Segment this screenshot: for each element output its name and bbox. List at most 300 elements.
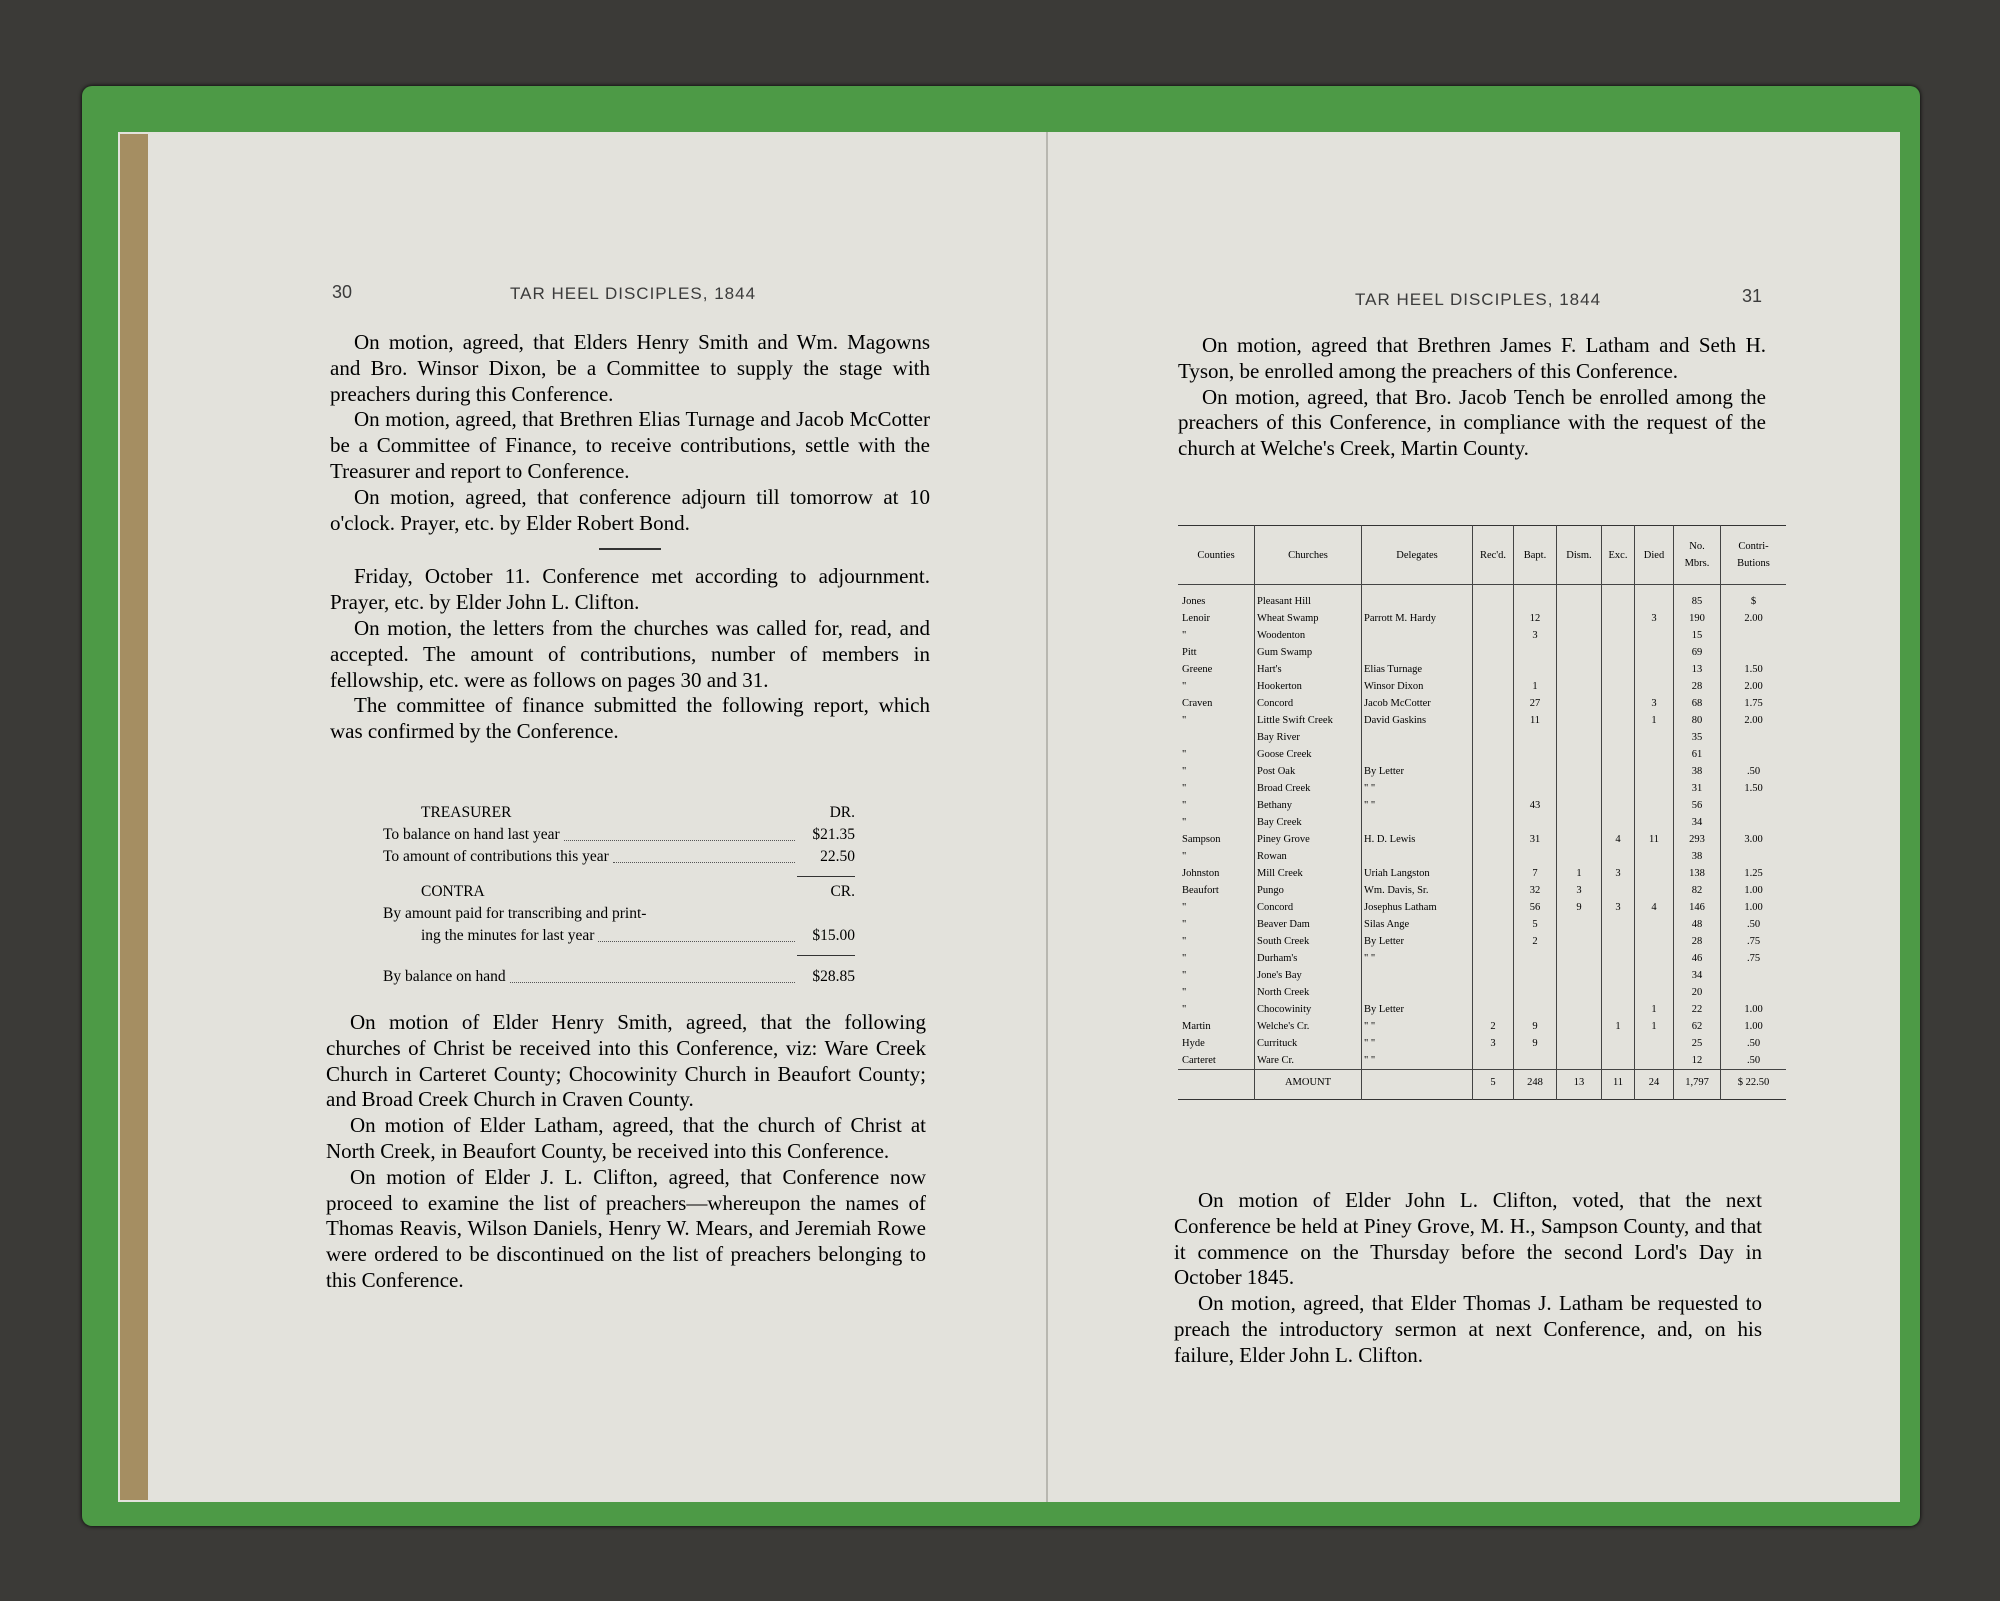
table-cell [1557,1052,1602,1070]
table-cell: David Gaskins [1362,712,1473,729]
table-cell: 82 [1674,882,1721,899]
table-cell [1514,814,1557,831]
table-cell: $ [1721,585,1787,611]
account-line-label: ing the minutes for last year [421,927,595,944]
table-cell: Woodenton [1255,627,1362,644]
table-cell [1514,729,1557,746]
table-cell: 190 [1674,610,1721,627]
table-cell: 9 [1557,899,1602,916]
table-cell: 56 [1514,899,1557,916]
table-cell: " [1182,936,1187,947]
contra-heading: CONTRA [421,883,485,900]
paragraph: On motion, agreed, that Brethren Elias Turnage and Jacob McCotter be a Committee of Finance, to receive contributions, settle with the Treasurer and report to Conference. [330,407,930,483]
table-cell [1473,967,1514,984]
table-cell [1721,729,1787,746]
table-cell [1602,1001,1635,1018]
paragraph: On motion of Elder J. L. Clifton, agreed, that Conference now proceed to examine the list of preachers—whereupon the names of Thomas Reavis, Wilson Daniels, Henry W. Mears, and Jeremiah Rowe were ordered to be discontinued on the list of preachers belonging to this Conference. [326,1164,926,1292]
table-cell [1557,967,1602,984]
table-cell: 11 [1602,1070,1635,1100]
table-cell [1473,882,1514,899]
table-cell [1557,644,1602,661]
table-row [1178,661,1786,678]
table-cell [1557,950,1602,967]
table-cell: 1.00 [1721,882,1787,899]
table-cell: 3 [1514,627,1557,644]
table-cell: 3 [1602,899,1635,916]
table-row [1178,950,1786,967]
table-cell: 3.00 [1721,831,1787,848]
table-cell: 28 [1674,678,1721,695]
table-cell [1602,763,1635,780]
table-cell: Rowan [1255,848,1362,865]
table-cell: .75 [1721,933,1787,950]
table-cell [1514,1052,1557,1070]
paragraph: On motion, agreed, that Elders Henry Smith and Wm. Magowns and Bro. Winsor Dixon, be a Committee to supply the stage with preachers during this Conference. [330,330,930,406]
table-cell: 1 [1557,865,1602,882]
table-cell: Craven [1182,698,1213,709]
table-cell: Beaufort [1182,885,1219,896]
table-total-row [1178,1070,1786,1100]
table-cell [1557,1035,1602,1052]
running-head-right: TAR HEEL DISCIPLES, 1844 [1355,290,1602,309]
table-cell [1635,882,1674,899]
table-cell [1635,848,1674,865]
table-cell [1557,848,1602,865]
table-cell: Durham's [1255,950,1362,967]
table-cell: " [1182,987,1187,998]
table-cell: 9 [1514,1035,1557,1052]
table-cell: Winsor Dixon [1362,678,1473,695]
table-cell: 56 [1674,797,1721,814]
table-cell: 25 [1674,1035,1721,1052]
table-cell [1635,984,1674,1001]
account-amount: $15.00 [812,927,855,944]
table-cell [1602,1052,1635,1070]
table-cell: 3 [1473,1035,1514,1052]
table-row [1178,695,1786,712]
table-cell: 1.00 [1721,899,1787,916]
table-cell [1514,585,1557,611]
table-cell: 27 [1514,695,1557,712]
table-cell [1635,967,1674,984]
paragraph: On motion, agreed, that Bro. Jacob Tench be enrolled among the preachers of this Conference, in compliance with the request of the church at Welche's Creek, Martin County. [1178,384,1766,461]
table-cell [1473,695,1514,712]
table-cell [1635,1035,1674,1052]
table-cell [1557,585,1602,611]
table-cell [1635,780,1674,797]
table-cell: 80 [1674,712,1721,729]
table-cell: Jacob McCotter [1362,695,1473,712]
table-row [1178,746,1786,763]
table-cell: Chocowinity [1255,1001,1362,1018]
table-cell: " [1182,902,1187,913]
table-cell [1557,729,1602,746]
table-row [1178,865,1786,882]
table-cell: Martin [1182,1021,1211,1032]
table-row [1178,729,1786,746]
table-cell: " [1182,970,1187,981]
table-cell: Gum Swamp [1255,644,1362,661]
table-cell: Elias Turnage [1362,661,1473,678]
table-cell: By Letter [1362,933,1473,950]
table-row [1178,627,1786,644]
table-cell [1473,627,1514,644]
table-cell [1514,967,1557,984]
table-cell [1473,780,1514,797]
table-cell: Welche's Cr. [1255,1018,1362,1035]
table-cell: 4 [1635,899,1674,916]
table-cell [1635,746,1674,763]
table-cell: Mill Creek [1255,865,1362,882]
table-cell: 1.50 [1721,661,1787,678]
account-amount: $28.85 [812,968,855,985]
table-row [1178,678,1786,695]
table-row [1178,814,1786,831]
table-cell: .50 [1721,1035,1787,1052]
table-cell: 43 [1514,797,1557,814]
table-cell [1557,1018,1602,1035]
table-cell: 2 [1473,1018,1514,1035]
table-cell [1473,984,1514,1001]
column-header: Died [1635,526,1674,585]
table-cell: 5 [1473,1070,1514,1100]
table-row [1178,610,1786,627]
table-cell [1602,695,1635,712]
table-cell: 28 [1674,933,1721,950]
church-statistics-table [1178,525,1786,1100]
account-amount: 22.50 [820,848,855,865]
table-cell [1473,746,1514,763]
table-cell: Parrott M. Hardy [1362,610,1473,627]
table-cell [1602,780,1635,797]
table-cell [1514,746,1557,763]
table-cell: 12 [1514,610,1557,627]
table-cell [1473,763,1514,780]
table-cell: 138 [1674,865,1721,882]
table-cell [1362,585,1473,611]
table-cell [1721,797,1787,814]
table-cell [1602,712,1635,729]
table-cell [1635,661,1674,678]
table-cell: 61 [1674,746,1721,763]
paragraph: On motion of Elder Latham, agreed, that the church of Christ at North Creek, in Beaufort County, be received into this Conference. [326,1113,926,1163]
table-cell: 31 [1674,780,1721,797]
table-row [1178,1001,1786,1018]
table-cell [1473,661,1514,678]
table-body [1178,585,1786,1100]
table-cell: 3 [1557,882,1602,899]
table-cell [1557,678,1602,695]
table-cell [1557,661,1602,678]
table-cell [1178,1070,1255,1100]
section-divider [599,548,661,550]
table-cell [1721,814,1787,831]
table-cell [1362,729,1473,746]
table-cell [1602,678,1635,695]
page-number-right: 31 [1742,286,1763,306]
table-cell [1635,933,1674,950]
table-cell: Greene [1182,664,1213,675]
table-cell [1473,610,1514,627]
table-cell [1514,848,1557,865]
column-header: Delegates [1362,526,1473,585]
account-line-label: By balance on hand [383,968,506,985]
table-cell: 34 [1674,814,1721,831]
table-cell [1602,814,1635,831]
table-cell: 1,797 [1674,1070,1721,1100]
table-cell: Bay River [1255,729,1362,746]
table-cell: Hart's [1255,661,1362,678]
table-cell [1514,661,1557,678]
table-cell [1602,661,1635,678]
column-header: Bapt. [1514,526,1557,585]
table-cell: 2 [1514,933,1557,950]
table-row [1178,899,1786,916]
table-cell: " " [1362,950,1473,967]
table-cell [1635,865,1674,882]
table-cell [1557,695,1602,712]
table-cell: 3 [1602,865,1635,882]
cr-label: CR. [830,883,855,900]
table-cell [1514,950,1557,967]
table-cell: 35 [1674,729,1721,746]
left-text-a [330,330,930,745]
table-row [1178,882,1786,899]
paragraph: On motion, the letters from the churches was called for, read, and accepted. The amount of contributions, number of members in fellowship, etc. were as follows on pages 30 and 31. [330,615,930,692]
column-header: Rec'd. [1473,526,1514,585]
treasurer-account [383,802,855,988]
table-cell: " " [1362,797,1473,814]
table-row [1178,780,1786,797]
table-cell: 7 [1514,865,1557,882]
table-cell: Hookerton [1255,678,1362,695]
table-cell [1473,865,1514,882]
table-cell: Johnston [1182,868,1220,879]
table-cell: Pungo [1255,882,1362,899]
table-cell: 12 [1674,1052,1721,1070]
table-cell [1602,933,1635,950]
table-cell: Ware Cr. [1255,1052,1362,1070]
table-cell: 1.25 [1721,865,1787,882]
table-row [1178,916,1786,933]
column-header: Dism. [1557,526,1602,585]
table-cell [1557,933,1602,950]
table-cell: 62 [1674,1018,1721,1035]
table-cell [1602,967,1635,984]
table-cell [1602,848,1635,865]
table-cell: 15 [1674,627,1721,644]
table-cell [1362,984,1473,1001]
table-row [1178,831,1786,848]
table-cell [1721,627,1787,644]
table-cell: Beaver Dam [1255,916,1362,933]
table-cell [1473,1001,1514,1018]
table-cell: Jones [1182,596,1206,607]
table-cell: 1.00 [1721,1001,1787,1018]
right-text-bottom [1174,1188,1762,1369]
table-row [1178,967,1786,984]
paragraph: On motion, agreed, that conference adjourn till tomorrow at 10 o'clock. Prayer, etc. by Elder Robert Bond. [330,484,930,535]
table-cell [1635,763,1674,780]
table-cell [1473,950,1514,967]
paragraph: On motion of Elder John L. Clifton, voted, that the next Conference be held at Piney Grove, M. H., Sampson County, and that it commence on the Thursday before the second Lord's Day in October 1845. [1174,1188,1762,1290]
table-cell: North Creek [1255,984,1362,1001]
table-cell: 1 [1635,1018,1674,1035]
table-cell: 1 [1635,712,1674,729]
column-header: Contri-Butions [1721,526,1787,585]
table-cell [1635,797,1674,814]
table-header-row [1178,526,1786,585]
table-cell: 38 [1674,848,1721,865]
table-cell: " [1182,766,1187,777]
table-cell [1557,916,1602,933]
table-cell [1557,763,1602,780]
table-cell: " " [1362,780,1473,797]
dr-label: DR. [829,804,855,821]
table-cell [1473,712,1514,729]
table-cell: Sampson [1182,834,1221,845]
table-cell [1721,848,1787,865]
table-cell [1557,746,1602,763]
table-cell: Currituck [1255,1035,1362,1052]
left-text-c [326,1010,926,1294]
table-cell [1602,610,1635,627]
table-cell: 11 [1514,712,1557,729]
table-cell [1473,678,1514,695]
column-header: No. Mbrs. [1674,526,1721,585]
table-cell [1635,678,1674,695]
table-cell: .50 [1721,763,1787,780]
table-cell: 20 [1674,984,1721,1001]
table-cell [1635,644,1674,661]
table-cell: Post Oak [1255,763,1362,780]
table-row [1178,644,1786,661]
table-cell: 85 [1674,585,1721,611]
table-cell: Carteret [1182,1055,1216,1066]
table-cell: " " [1362,1018,1473,1035]
table-cell [1362,644,1473,661]
table-cell [1602,916,1635,933]
table-cell: 22 [1674,1001,1721,1018]
table-cell: " [1182,800,1187,811]
table-cell: Silas Ange [1362,916,1473,933]
table-cell: 11 [1635,831,1674,848]
table-cell [1602,797,1635,814]
table-cell: " [1182,817,1187,828]
table-cell: 9 [1514,1018,1557,1035]
table-row [1178,1052,1786,1070]
table-cell: Wheat Swamp [1255,610,1362,627]
table-cell [1473,644,1514,661]
table-cell [1557,610,1602,627]
table-cell [1473,933,1514,950]
table-row [1178,1035,1786,1052]
right-text-top [1178,333,1766,462]
table-cell [1721,644,1787,661]
paragraph: On motion of Elder Henry Smith, agreed, that the following churches of Christ be received into this Conference, viz: Ware Creek Church in Carteret County; Chocowinity Church in Beaufort County; and Broad Creek Church in Craven County. [326,1010,926,1112]
table-cell: 1 [1635,1001,1674,1018]
table-cell: 1.75 [1721,695,1787,712]
table-cell: Uriah Langston [1362,865,1473,882]
table-cell [1514,644,1557,661]
column-header: Exc. [1602,526,1635,585]
account-amount: $21.35 [812,826,855,843]
table-cell: 3 [1635,610,1674,627]
table-cell: " [1182,953,1187,964]
table-cell [1721,746,1787,763]
table-cell: 2.00 [1721,610,1787,627]
paragraph: On motion, agreed that Brethren James F. Latham and Seth H. Tyson, be enrolled among the preachers of this Conference. [1178,333,1766,383]
table-cell: " " [1362,1052,1473,1070]
table-cell: 1 [1514,678,1557,695]
table-cell: 248 [1514,1070,1557,1100]
table-row [1178,984,1786,1001]
table-cell [1473,1052,1514,1070]
table-cell: 1.00 [1721,1018,1787,1035]
table-cell: " [1182,783,1187,794]
table-cell [1721,984,1787,1001]
table-cell [1635,1052,1674,1070]
table-cell: Concord [1255,695,1362,712]
table-row [1178,712,1786,729]
table-cell [1514,1001,1557,1018]
page-edge [120,134,148,1500]
table-cell [1557,712,1602,729]
table-cell: " [1182,681,1187,692]
table-cell [1362,627,1473,644]
table-cell [1635,729,1674,746]
table-cell: " [1182,715,1187,726]
table-cell [1557,984,1602,1001]
table-cell: Pleasant Hill [1255,585,1362,611]
table-cell: 24 [1635,1070,1674,1100]
table-cell: 46 [1674,950,1721,967]
table-cell [1473,797,1514,814]
table-cell [1362,746,1473,763]
table-cell: Pitt [1182,647,1197,658]
table-cell [1557,797,1602,814]
account-line-label: By amount paid for transcribing and print- [383,905,647,922]
table-cell [1557,814,1602,831]
table-cell [1557,831,1602,848]
table-cell [1602,984,1635,1001]
column-header: Churches [1255,526,1362,585]
table-cell: Wm. Davis, Sr. [1362,882,1473,899]
table-cell: 293 [1674,831,1721,848]
table-cell: $ 22.50 [1721,1070,1787,1100]
table-cell [1362,1070,1473,1100]
table-cell: 48 [1674,916,1721,933]
treasurer-heading: TREASURER [421,804,512,821]
table-cell [1514,984,1557,1001]
table-cell [1635,950,1674,967]
table-cell: .50 [1721,1052,1787,1070]
page-number-left: 30 [332,282,353,302]
table-cell: Lenoir [1182,613,1210,624]
table-cell: Hyde [1182,1038,1205,1049]
table-cell: 68 [1674,695,1721,712]
table-cell [1473,831,1514,848]
table-cell [1721,967,1787,984]
table-cell: 32 [1514,882,1557,899]
table-row [1178,585,1786,611]
table-cell: By Letter [1362,763,1473,780]
table-row [1178,1018,1786,1035]
table-cell [1635,814,1674,831]
table-row [1178,763,1786,780]
table-cell: Concord [1255,899,1362,916]
table-cell: AMOUNT [1255,1070,1362,1100]
